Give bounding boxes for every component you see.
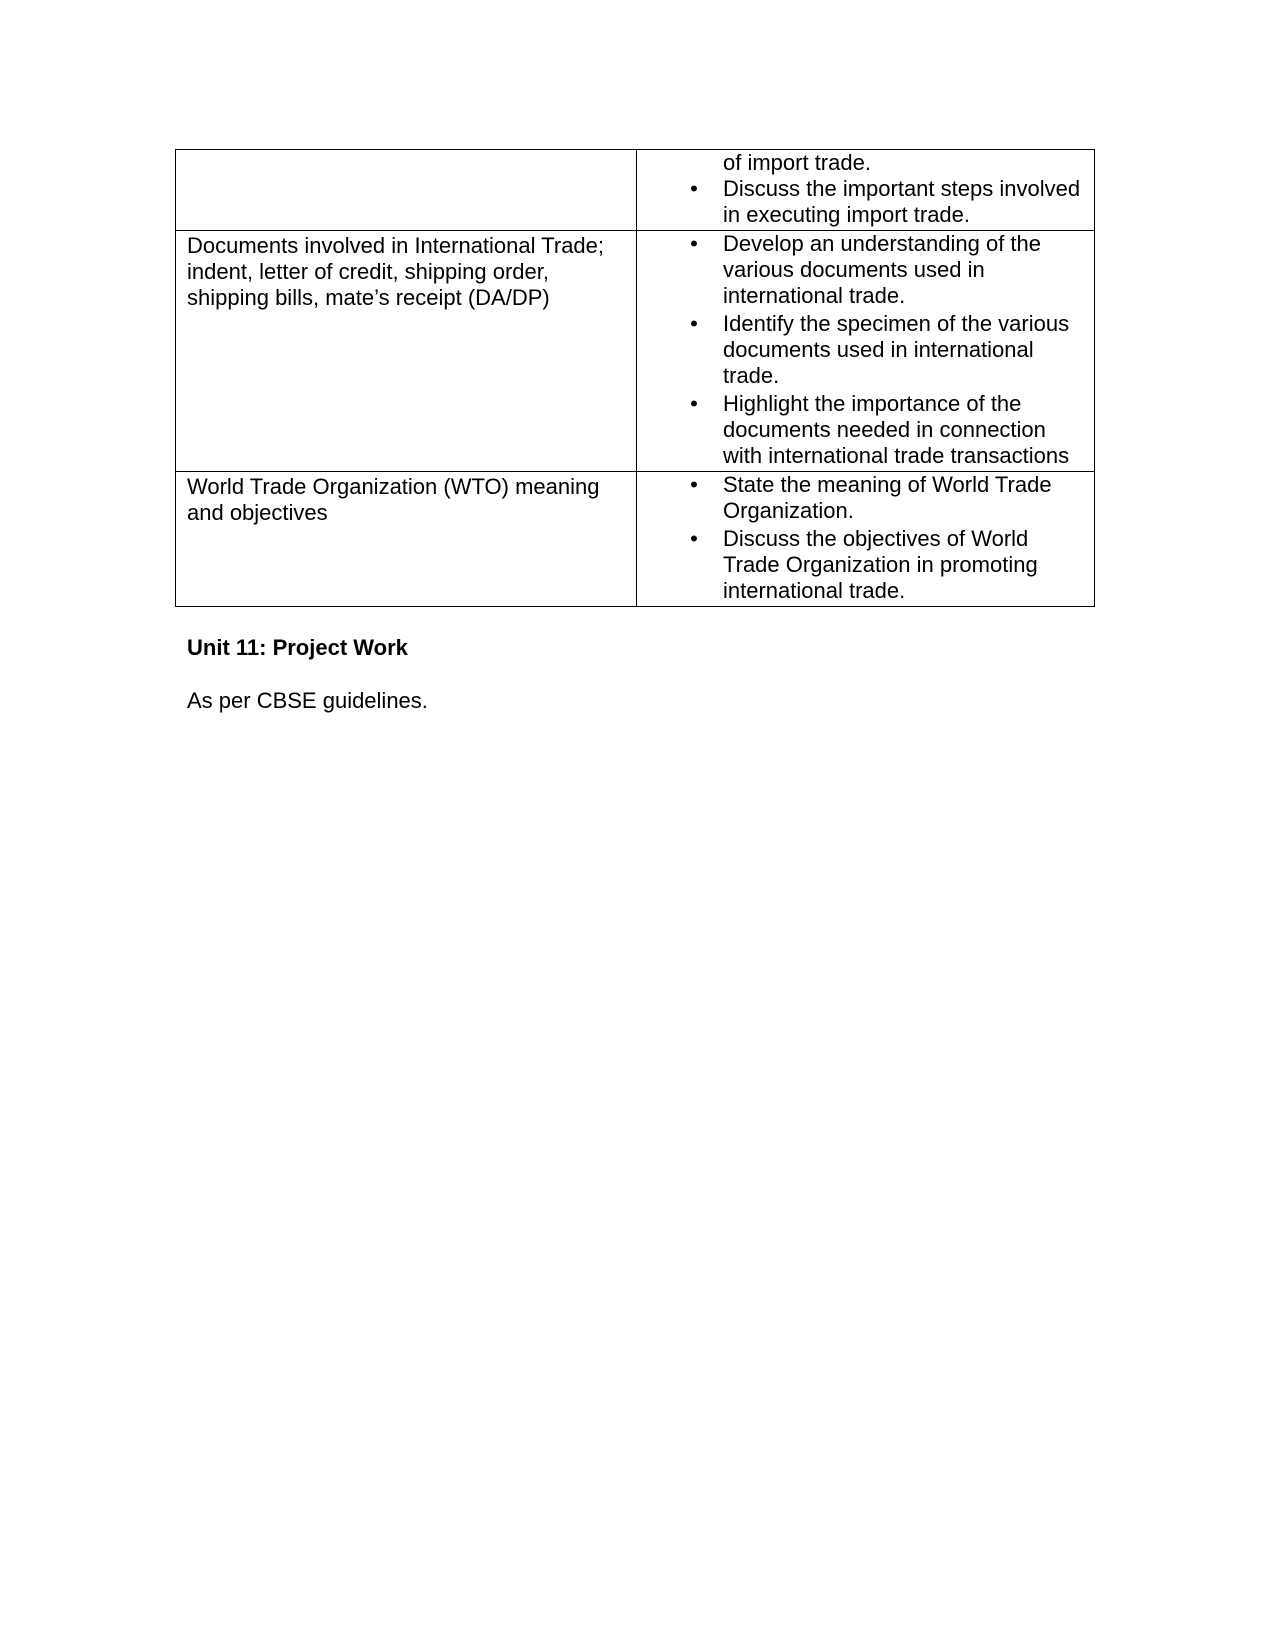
outcomes-list (637, 176, 1094, 228)
outcomes-cell (637, 472, 1095, 607)
list-item (637, 472, 1094, 524)
list-item (637, 311, 1094, 389)
outcome-text: Discuss the important steps involved in executing import trade. (723, 176, 1081, 227)
section-body: As per CBSE guidelines. (187, 688, 428, 713)
outcome-text: Develop an understanding of the various documents used in international trade. (723, 231, 1042, 308)
bullet-icon: • (690, 391, 698, 416)
section-heading: Unit 11: Project Work (187, 635, 408, 660)
list-item (637, 231, 1094, 309)
outcome-text: Discuss the objectives of World Trade Organization in promoting international trade. (723, 526, 1038, 603)
outcomes-list (637, 472, 1094, 604)
topic-cell (176, 150, 637, 231)
outcome-text: Identify the specimen of the various documents used in international trade. (723, 311, 1070, 388)
outcome-text: State the meaning of World Trade Organization. (723, 472, 1052, 523)
bullet-icon: • (690, 176, 698, 201)
topic-text: Documents involved in International Trade; indent, letter of credit, shipping order, shipping bills, mate’s receipt (DA/DP) (187, 233, 605, 310)
bullet-icon: • (690, 472, 698, 497)
table-row (176, 472, 1095, 607)
topic-cell (176, 231, 637, 472)
topic-text: World Trade Organization (WTO) meaning and objectives (187, 474, 600, 525)
list-item (637, 526, 1094, 604)
bullet-icon: • (690, 231, 698, 256)
table-row (176, 231, 1095, 472)
continued-text: of import trade. (723, 150, 871, 175)
outcomes-cell (637, 231, 1095, 472)
bullet-icon: • (690, 526, 698, 551)
outcome-text: Highlight the importance of the documents needed in connection with international trade transactions (723, 391, 1070, 468)
outcomes-cell (637, 150, 1095, 231)
list-item (637, 391, 1094, 469)
syllabus-table (175, 149, 1095, 607)
outcomes-list (637, 231, 1094, 469)
bullet-icon: • (690, 311, 698, 336)
topic-text (176, 150, 636, 152)
table-row (176, 150, 1095, 231)
list-item (637, 176, 1094, 228)
topic-cell (176, 472, 637, 607)
